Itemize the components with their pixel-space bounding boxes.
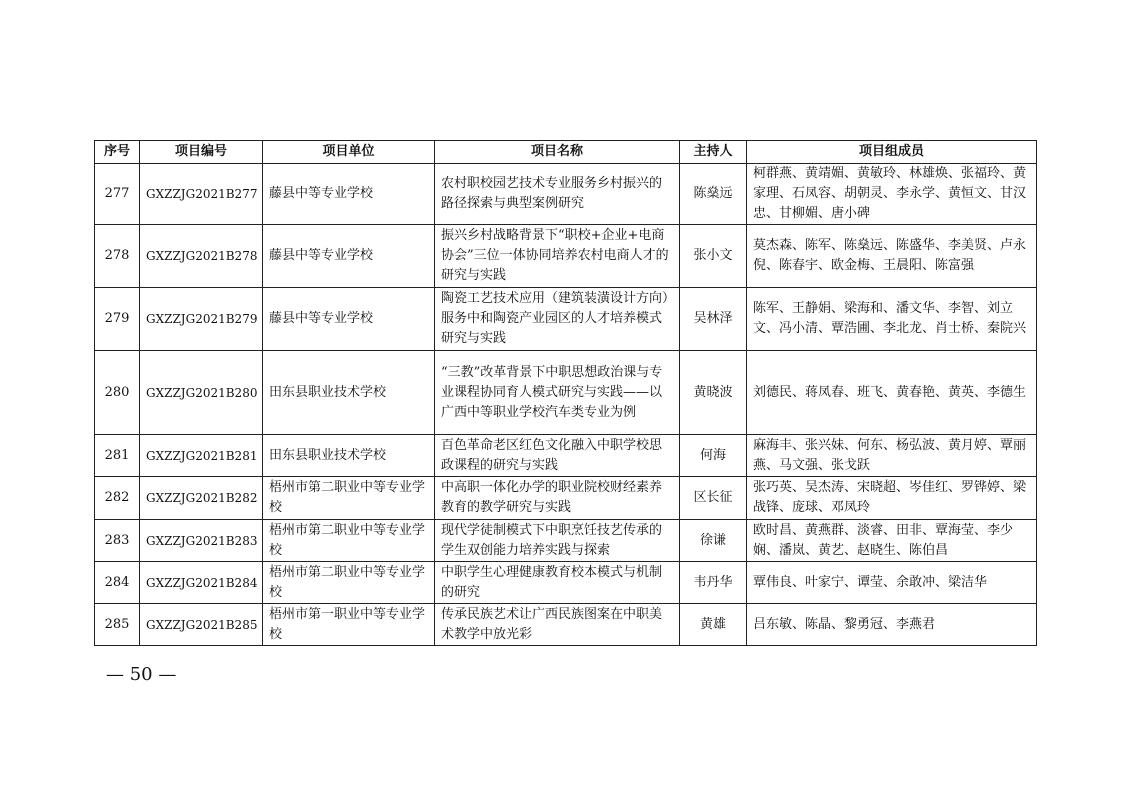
project-table xyxy=(94,140,1037,646)
row-code: GXZZJG2021B283 xyxy=(140,520,263,562)
table-row xyxy=(95,225,1037,288)
header-members: 项目组成员 xyxy=(747,141,1037,164)
row-host: 黄雄 xyxy=(680,604,747,646)
row-no: 280 xyxy=(95,351,140,435)
row-members: 覃伟良、叶家宁、谭莹、余敢冲、梁洁华 xyxy=(747,562,1037,604)
table-row xyxy=(95,604,1037,646)
table-header-row xyxy=(95,141,1037,164)
table-row xyxy=(95,477,1037,520)
row-code: GXZZJG2021B277 xyxy=(140,164,263,225)
row-unit: 梧州市第一职业中等专业学校 xyxy=(263,604,435,646)
table-row xyxy=(95,562,1037,604)
row-code: GXZZJG2021B282 xyxy=(140,477,263,520)
row-members: 莫杰森、陈军、陈燊远、陈盛华、李美贤、卢永倪、陈春宇、欧金梅、王晨阳、陈富强 xyxy=(747,225,1037,288)
row-unit: 藤县中等专业学校 xyxy=(263,164,435,225)
row-host: 张小文 xyxy=(680,225,747,288)
row-name: 陶瓷工艺技术应用（建筑装潢设计方向）服务中和陶瓷产业园区的人才培养模式研究与实践 xyxy=(435,288,680,351)
row-unit: 藤县中等专业学校 xyxy=(263,225,435,288)
row-no: 282 xyxy=(95,477,140,520)
row-code: GXZZJG2021B281 xyxy=(140,435,263,477)
row-unit: 田东县职业技术学校 xyxy=(263,435,435,477)
row-code: GXZZJG2021B279 xyxy=(140,288,263,351)
row-code: GXZZJG2021B284 xyxy=(140,562,263,604)
row-host: 吴林泽 xyxy=(680,288,747,351)
row-name: 农村职校园艺技术专业服务乡村振兴的路径探索与典型案例研究 xyxy=(435,164,680,225)
row-unit: 田东县职业技术学校 xyxy=(263,351,435,435)
row-host: 何海 xyxy=(680,435,747,477)
row-host: 韦丹华 xyxy=(680,562,747,604)
row-code: GXZZJG2021B285 xyxy=(140,604,263,646)
row-name: 现代学徒制模式下中职烹饪技艺传承的学生双创能力培养实践与探索 xyxy=(435,520,680,562)
row-members: 张巧英、吴杰涛、宋晓超、岑佳红、罗铧婷、梁战锋、庞球、邓凤玲 xyxy=(747,477,1037,520)
row-name: 中职学生心理健康教育校本模式与机制的研究 xyxy=(435,562,680,604)
row-name: 传承民族艺术让广西民族图案在中职美术教学中放光彩 xyxy=(435,604,680,646)
row-members: 麻海丰、张兴妹、何东、杨弘波、黄月婷、覃丽燕、马文强、张戈跃 xyxy=(747,435,1037,477)
row-name: 中高职一体化办学的职业院校财经素养教育的教学研究与实践 xyxy=(435,477,680,520)
row-no: 284 xyxy=(95,562,140,604)
table-row xyxy=(95,520,1037,562)
row-no: 285 xyxy=(95,604,140,646)
row-code: GXZZJG2021B280 xyxy=(140,351,263,435)
row-unit: 梧州市第二职业中等专业学校 xyxy=(263,477,435,520)
row-code: GXZZJG2021B278 xyxy=(140,225,263,288)
header-name: 项目名称 xyxy=(435,141,680,164)
row-name: 振兴乡村战略背景下“职校+企业+电商协会”三位一体协同培养农村电商人才的研究与实践 xyxy=(435,225,680,288)
header-unit: 项目单位 xyxy=(263,141,435,164)
row-no: 279 xyxy=(95,288,140,351)
row-no: 281 xyxy=(95,435,140,477)
row-name: “三教”改革背景下中职思想政治课与专业课程协同育人模式研究与实践——以广西中等职业学校汽车类专业为例 xyxy=(435,351,680,435)
row-host: 区长征 xyxy=(680,477,747,520)
header-code: 项目编号 xyxy=(140,141,263,164)
table-row xyxy=(95,435,1037,477)
table-row xyxy=(95,164,1037,225)
row-host: 徐谦 xyxy=(680,520,747,562)
row-host: 陈燊远 xyxy=(680,164,747,225)
row-unit: 梧州市第二职业中等专业学校 xyxy=(263,520,435,562)
row-members: 刘德民、蒋凤春、班飞、黄春艳、黄英、李德生 xyxy=(747,351,1037,435)
row-name: 百色革命老区红色文化融入中职学校思政课程的研究与实践 xyxy=(435,435,680,477)
row-unit: 梧州市第二职业中等专业学校 xyxy=(263,562,435,604)
table-row xyxy=(95,288,1037,351)
header-no: 序号 xyxy=(95,141,140,164)
row-members: 陈军、王静娟、梁海和、潘文华、李智、刘立文、冯小清、覃浩圃、李北龙、肖士桥、秦院兴 xyxy=(747,288,1037,351)
header-host: 主持人 xyxy=(680,141,747,164)
row-no: 283 xyxy=(95,520,140,562)
row-members: 柯群燕、黄靖媚、黄敏玲、林雄焕、张福玲、黄家理、石凤容、胡朝灵、李永学、黄恒文、甘汉忠、甘柳媚、唐小碑 xyxy=(747,164,1037,225)
row-no: 278 xyxy=(95,225,140,288)
row-no: 277 xyxy=(95,164,140,225)
row-unit: 藤县中等专业学校 xyxy=(263,288,435,351)
row-members: 吕东敏、陈晶、黎勇冠、李燕君 xyxy=(747,604,1037,646)
table-row xyxy=(95,351,1037,435)
page-number: — 50 — xyxy=(106,664,177,685)
row-members: 欧时昌、黄燕群、淡睿、田非、覃海莹、李少娴、潘岚、黄艺、赵晓生、陈伯昌 xyxy=(747,520,1037,562)
row-host: 黄晓波 xyxy=(680,351,747,435)
